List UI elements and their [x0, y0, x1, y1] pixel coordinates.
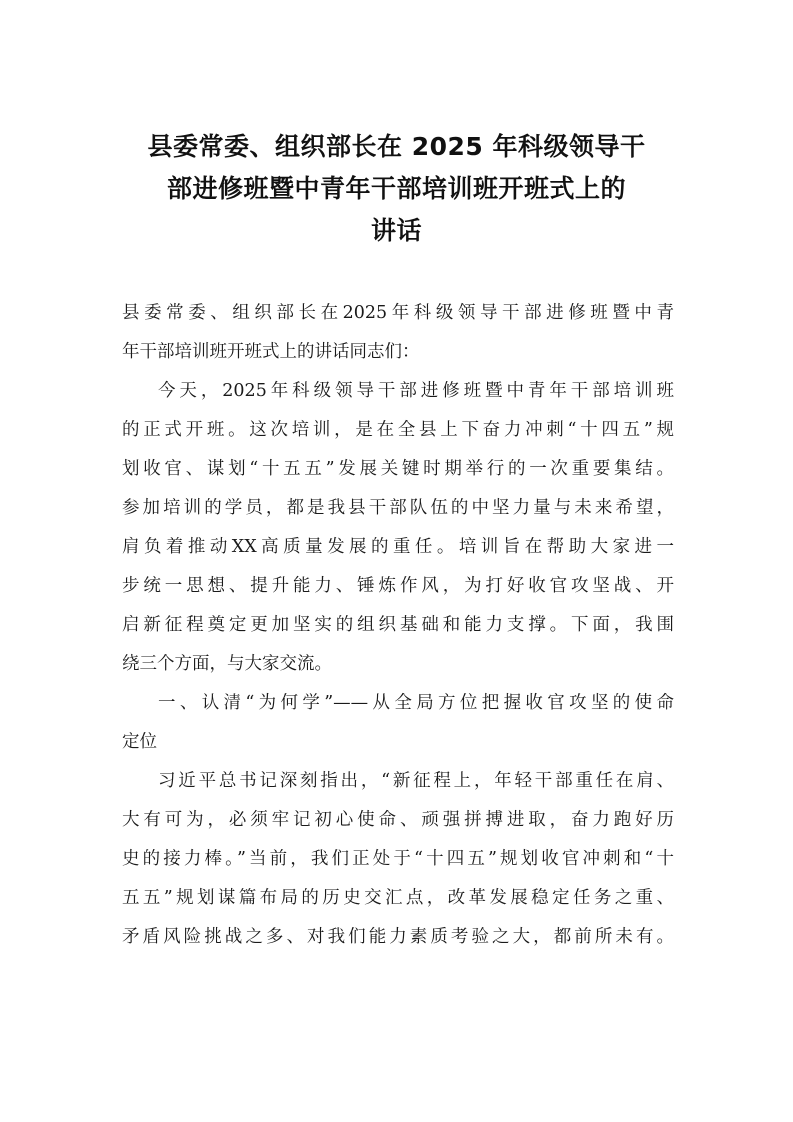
body-line: 启新征程奠定更加坚实的组织基础和能力支撑。下面，我围: [122, 615, 674, 635]
body-line: 五五”规划谋篇布局的历史交汇点，改革发展稳定任务之重、: [122, 888, 674, 908]
section-heading-line: 一、认清“为何学”——从全局方位把握收官攻坚的使命: [158, 693, 674, 713]
title-line: 县委常委、组织部长在 2025 年科级领导干: [147, 132, 646, 161]
body-line: 习近平总书记深刻指出，“新征程上，年轻干部重任在肩、: [158, 771, 674, 791]
body-line: 划收官、谋划“十五五”发展关键时期举行的一次重要集结。: [122, 459, 674, 479]
body-line: 县委常委、组织部长在2025年科级领导干部进修班暨中青: [122, 303, 674, 323]
body-line: 矛盾风险挑战之多、对我们能力素质考验之大，都前所未有。: [122, 927, 674, 947]
document-title: [110, 126, 683, 252]
body-line: 史的接力棒。”当前，我们正处于“十四五”规划收官冲刺和“十: [122, 849, 674, 869]
body-line: 参加培训的学员，都是我县干部队伍的中坚力量与未来希望，: [122, 498, 674, 518]
title-line: 部进修班暨中青年干部培训班开班式上的: [166, 174, 626, 203]
body-line: 今天，2025年科级领导干部进修班暨中青年干部培训班: [158, 381, 674, 401]
body-line: 年干部培训班开班式上的讲话同志们：: [122, 342, 420, 362]
document-body: [122, 294, 674, 957]
body-line: 肩负着推动XX高质量发展的重任。培训旨在帮助大家进一: [122, 537, 674, 557]
body-line: 的正式开班。这次培训，是在全县上下奋力冲刺“十四五”规: [122, 420, 674, 440]
body-line: 大有可为，必须牢记初心使命、顽强拼搏进取，奋力跑好历: [122, 810, 674, 830]
body-line: 步统一思想、提升能力、锤炼作风，为打好收官攻坚战、开: [122, 576, 674, 596]
body-line: 绕三个方面，与大家交流。: [122, 654, 332, 674]
title-line: 讲话: [370, 216, 422, 245]
section-heading-line: 定位: [122, 732, 157, 752]
